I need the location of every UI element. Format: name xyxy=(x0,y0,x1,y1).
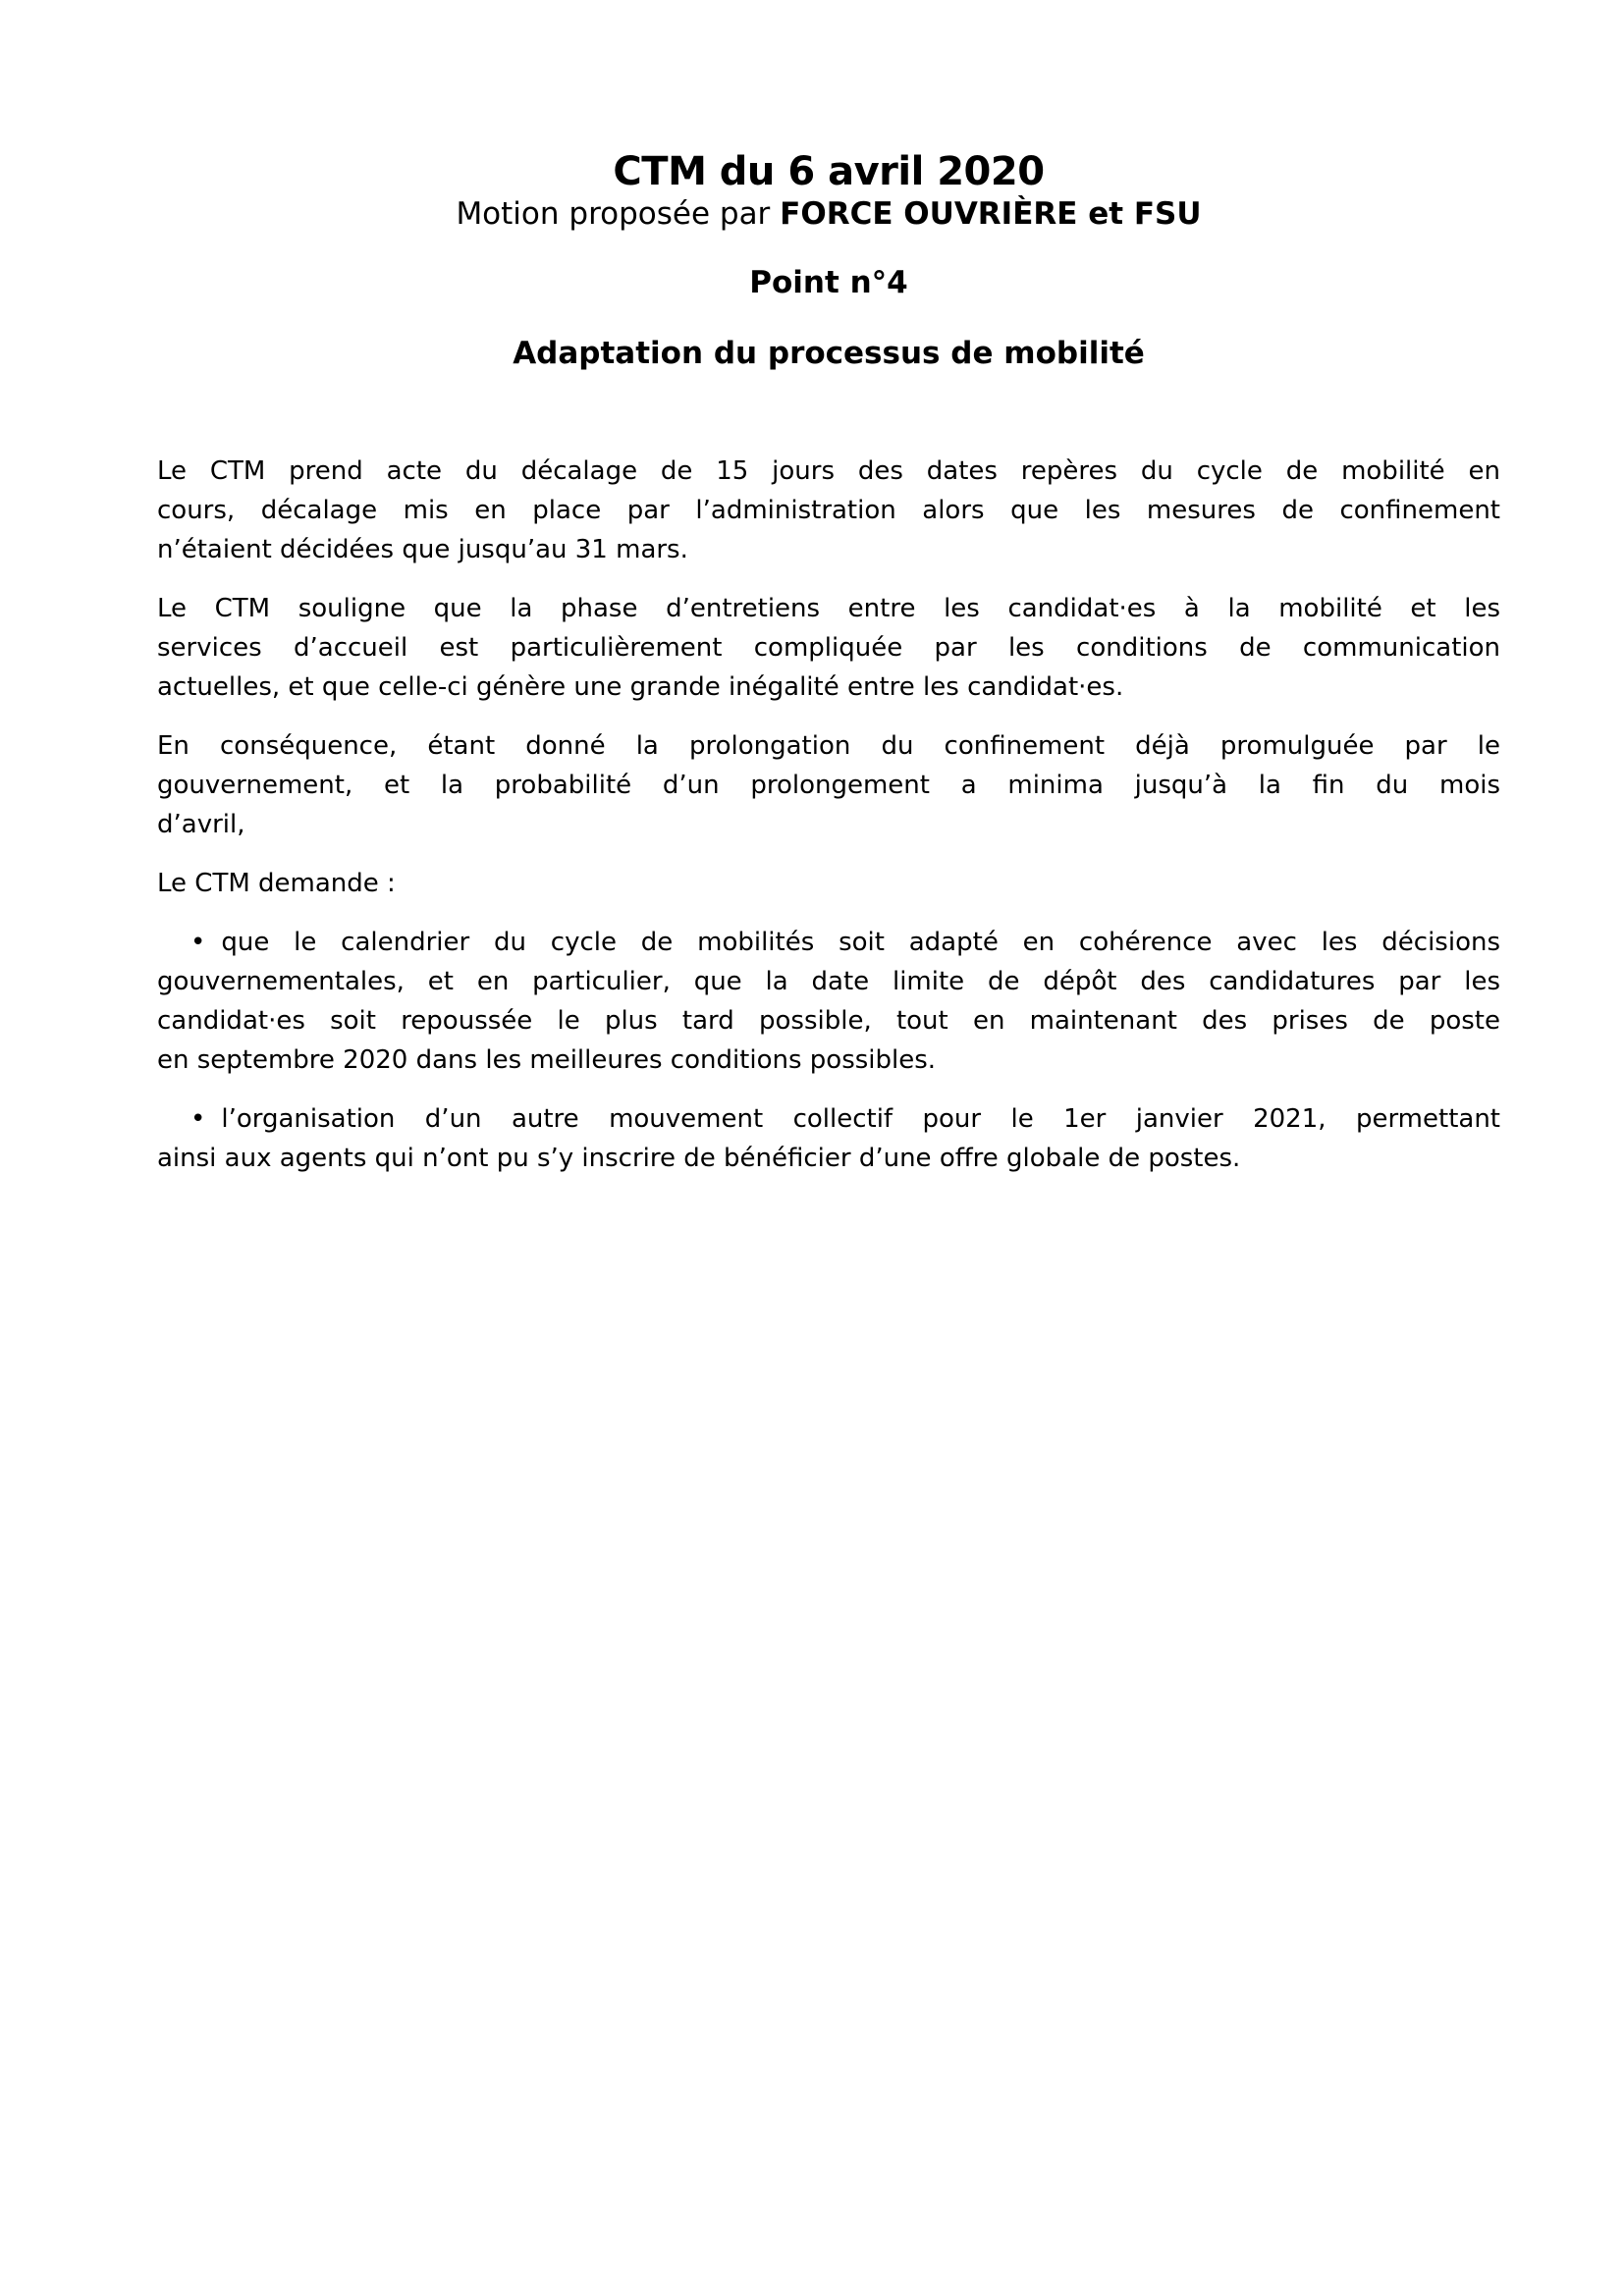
paragraph xyxy=(157,864,1500,903)
bullet-item xyxy=(157,923,1500,1080)
text-line: cours, décalage mis en place par l’administration alors que les mesures de confinement xyxy=(157,496,1500,525)
text-line: Le CTM souligne que la phase d’entretiens entre les candidat·es à la mobilité et les xyxy=(157,594,1500,623)
bullet-icon: • xyxy=(190,1104,206,1134)
text-line: • que le calendrier du cycle de mobilités soit adapté en cohérence avec les décisions xyxy=(190,928,1500,957)
text-line: En conséquence, étant donné la prolongation du confinement déjà promulguée par le xyxy=(157,731,1500,761)
text-line: en septembre 2020 dans les meilleures conditions possibles. xyxy=(157,1045,937,1075)
document-subtitle xyxy=(157,194,1500,234)
document-title: CTM du 6 avril 2020 xyxy=(613,149,1045,194)
bullet-icon: • xyxy=(190,928,206,957)
text-line: gouvernementales, et en particulier, que la date limite de dépôt des candidatures par les xyxy=(157,967,1500,996)
motion-subject: Adaptation du processus de mobilité xyxy=(513,336,1145,371)
paragraph xyxy=(157,726,1500,844)
text-line: • l’organisation d’un autre mouvement collectif pour le 1er janvier 2021, permettant xyxy=(190,1104,1500,1134)
paragraph-list xyxy=(157,452,1500,1178)
text-line: actuelles, et que celle-ci génère une grande inégalité entre les candidat·es. xyxy=(157,672,1124,702)
bullet-item xyxy=(157,1099,1500,1178)
agenda-point-label: Point n°4 xyxy=(749,265,908,300)
paragraph xyxy=(157,452,1500,569)
text-line: candidat·es soit repoussée le plus tard possible, tout en maintenant des prises de poste xyxy=(157,1006,1500,1036)
text-line: Le CTM prend acte du décalage de 15 jours des dates repères du cycle de mobilité en xyxy=(157,456,1500,486)
document-header xyxy=(157,149,1500,373)
text-line: services d’accueil est particulièrement compliquée par les conditions de communication xyxy=(157,633,1500,663)
text-line: n’étaient décidées que jusqu’au 31 mars. xyxy=(157,535,688,564)
document-body xyxy=(157,452,1500,1178)
subtitle-organizations: FORCE OUVRIÈRE et FSU xyxy=(780,196,1202,232)
document-content xyxy=(157,149,1500,1178)
subtitle-prefix: Motion proposée par xyxy=(456,196,781,232)
paragraph xyxy=(157,589,1500,707)
text-line: Le CTM demande : xyxy=(157,869,396,898)
text-line: ainsi aux agents qui n’ont pu s’y inscrire de bénéficier d’une offre globale de postes. xyxy=(157,1144,1241,1173)
text-line: d’avril, xyxy=(157,810,245,839)
text-line: gouvernement, et la probabilité d’un prolongement a minima jusqu’à la fin du mois xyxy=(157,771,1500,800)
